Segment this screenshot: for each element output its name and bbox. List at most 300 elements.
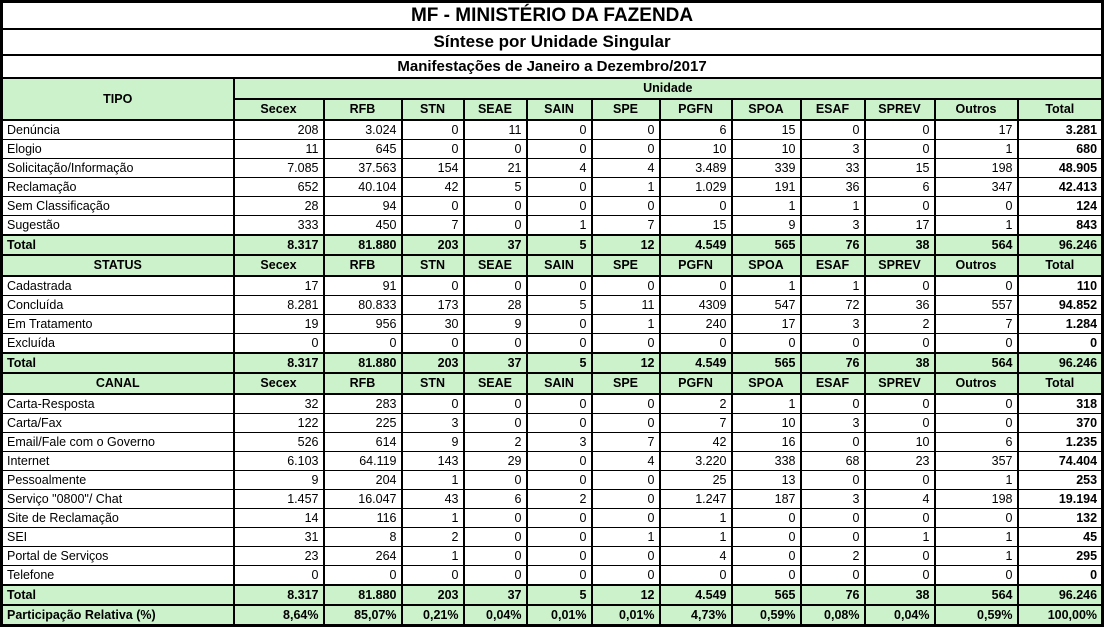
column-header-cell: STN bbox=[402, 99, 464, 120]
value-cell: 5 bbox=[464, 178, 527, 197]
value-cell: 0 bbox=[592, 566, 660, 586]
value-cell: 370 bbox=[1018, 414, 1103, 433]
value-cell: 0 bbox=[402, 140, 464, 159]
value-cell: 0 bbox=[865, 509, 935, 528]
column-header-cell: RFB bbox=[324, 373, 402, 394]
value-cell: 17 bbox=[865, 216, 935, 236]
data-row bbox=[2, 566, 1103, 586]
value-cell: 0 bbox=[324, 334, 402, 354]
value-cell: 116 bbox=[324, 509, 402, 528]
value-cell: 37.563 bbox=[324, 159, 402, 178]
value-cell: 0 bbox=[464, 197, 527, 216]
value-cell: 0 bbox=[801, 566, 865, 586]
column-header-cell: Secex bbox=[234, 255, 324, 276]
value-cell: 0 bbox=[865, 547, 935, 566]
value-cell: 3 bbox=[801, 216, 865, 236]
row-label-cell: Portal de Serviços bbox=[2, 547, 234, 566]
total-value-cell: 4.549 bbox=[660, 353, 732, 373]
total-value-cell: 564 bbox=[935, 585, 1018, 605]
value-cell: 4 bbox=[660, 547, 732, 566]
column-header-cell: RFB bbox=[324, 255, 402, 276]
value-cell: 28 bbox=[464, 296, 527, 315]
value-cell: 16.047 bbox=[324, 490, 402, 509]
data-row bbox=[2, 159, 1103, 178]
column-header-cell: SPREV bbox=[865, 255, 935, 276]
column-header-cell: RFB bbox=[324, 99, 402, 120]
value-cell: 0 bbox=[732, 334, 801, 354]
value-cell: 0 bbox=[402, 197, 464, 216]
total-value-cell: 4.549 bbox=[660, 235, 732, 255]
value-cell: 1 bbox=[592, 528, 660, 547]
value-cell: 6 bbox=[935, 433, 1018, 452]
data-row bbox=[2, 315, 1103, 334]
total-value-cell: 38 bbox=[865, 353, 935, 373]
value-cell: 122 bbox=[234, 414, 324, 433]
value-cell: 187 bbox=[732, 490, 801, 509]
value-cell: 36 bbox=[865, 296, 935, 315]
value-cell: 48.905 bbox=[1018, 159, 1103, 178]
data-row bbox=[2, 452, 1103, 471]
value-cell: 0 bbox=[527, 547, 592, 566]
value-cell: 557 bbox=[935, 296, 1018, 315]
data-row bbox=[2, 216, 1103, 236]
value-cell: 0 bbox=[865, 566, 935, 586]
data-row bbox=[2, 120, 1103, 140]
total-value-cell: 12 bbox=[592, 353, 660, 373]
value-cell: 7.085 bbox=[234, 159, 324, 178]
column-header-cell: SEAE bbox=[464, 255, 527, 276]
value-cell: 5 bbox=[527, 296, 592, 315]
column-header-cell: PGFN bbox=[660, 373, 732, 394]
value-cell: 204 bbox=[324, 471, 402, 490]
row-label-cell: SEI bbox=[2, 528, 234, 547]
column-header-cell: SPOA bbox=[732, 255, 801, 276]
value-cell: 0 bbox=[865, 394, 935, 414]
value-cell: 9 bbox=[464, 315, 527, 334]
total-value-cell: 37 bbox=[464, 585, 527, 605]
value-cell: 1 bbox=[801, 276, 865, 296]
column-header-cell: PGFN bbox=[660, 255, 732, 276]
value-cell: 30 bbox=[402, 315, 464, 334]
column-header-cell: STN bbox=[402, 255, 464, 276]
value-cell: 143 bbox=[402, 452, 464, 471]
value-cell: 2 bbox=[801, 547, 865, 566]
row-label-cell: Carta-Resposta bbox=[2, 394, 234, 414]
value-cell: 0 bbox=[1018, 334, 1103, 354]
total-value-cell: 4.549 bbox=[660, 585, 732, 605]
value-cell: 68 bbox=[801, 452, 865, 471]
value-cell: 0 bbox=[865, 197, 935, 216]
section-header-row bbox=[2, 373, 1103, 394]
total-row bbox=[2, 235, 1103, 255]
value-cell: 0 bbox=[527, 140, 592, 159]
total-value-cell: 81.880 bbox=[324, 235, 402, 255]
total-value-cell: 96.246 bbox=[1018, 585, 1103, 605]
data-row bbox=[2, 490, 1103, 509]
value-cell: 0 bbox=[865, 276, 935, 296]
column-header-cell: Outros bbox=[935, 373, 1018, 394]
value-cell: 42 bbox=[402, 178, 464, 197]
row-label-cell: Carta/Fax bbox=[2, 414, 234, 433]
row-label-cell: Reclamação bbox=[2, 178, 234, 197]
value-cell: 17 bbox=[732, 315, 801, 334]
total-value-cell: 12 bbox=[592, 235, 660, 255]
total-value-cell: 81.880 bbox=[324, 353, 402, 373]
value-cell: 0 bbox=[660, 566, 732, 586]
total-value-cell: 37 bbox=[464, 353, 527, 373]
value-cell: 8.281 bbox=[234, 296, 324, 315]
row-label-cell: Email/Fale com o Governo bbox=[2, 433, 234, 452]
data-row bbox=[2, 296, 1103, 315]
total-value-cell: 8.317 bbox=[234, 235, 324, 255]
value-cell: 1.029 bbox=[660, 178, 732, 197]
value-cell: 0 bbox=[935, 414, 1018, 433]
value-cell: 132 bbox=[1018, 509, 1103, 528]
value-cell: 1 bbox=[732, 197, 801, 216]
data-row bbox=[2, 509, 1103, 528]
value-cell: 0 bbox=[527, 276, 592, 296]
value-cell: 9 bbox=[732, 216, 801, 236]
value-cell: 208 bbox=[234, 120, 324, 140]
value-cell: 547 bbox=[732, 296, 801, 315]
value-cell: 4 bbox=[527, 159, 592, 178]
participation-label-cell: Participação Relativa (%) bbox=[2, 605, 234, 626]
data-row bbox=[2, 140, 1103, 159]
value-cell: 0 bbox=[592, 414, 660, 433]
value-cell: 42.413 bbox=[1018, 178, 1103, 197]
row-label-cell: Sugestão bbox=[2, 216, 234, 236]
value-cell: 1 bbox=[801, 197, 865, 216]
value-cell: 0 bbox=[935, 566, 1018, 586]
main-title: MF - MINISTÉRIO DA FAZENDA bbox=[2, 2, 1103, 30]
value-cell: 110 bbox=[1018, 276, 1103, 296]
value-cell: 0 bbox=[592, 140, 660, 159]
value-cell: 0 bbox=[801, 394, 865, 414]
value-cell: 1 bbox=[402, 547, 464, 566]
total-value-cell: 565 bbox=[732, 353, 801, 373]
value-cell: 1 bbox=[935, 547, 1018, 566]
value-cell: 3.220 bbox=[660, 452, 732, 471]
value-cell: 0 bbox=[801, 120, 865, 140]
column-header-cell: Secex bbox=[234, 99, 324, 120]
column-header-cell: Outros bbox=[935, 255, 1018, 276]
value-cell: 0 bbox=[527, 315, 592, 334]
column-header-cell: SPE bbox=[592, 255, 660, 276]
column-header-cell: Total bbox=[1018, 255, 1103, 276]
value-cell: 0 bbox=[464, 471, 527, 490]
value-cell: 124 bbox=[1018, 197, 1103, 216]
value-cell: 0 bbox=[801, 433, 865, 452]
value-cell: 0 bbox=[527, 414, 592, 433]
column-header-cell: Total bbox=[1018, 373, 1103, 394]
value-cell: 13 bbox=[732, 471, 801, 490]
participation-value-cell: 0,21% bbox=[402, 605, 464, 626]
total-value-cell: 76 bbox=[801, 235, 865, 255]
value-cell: 0 bbox=[660, 334, 732, 354]
value-cell: 0 bbox=[527, 394, 592, 414]
total-value-cell: 12 bbox=[592, 585, 660, 605]
participation-value-cell: 85,07% bbox=[324, 605, 402, 626]
value-cell: 36 bbox=[801, 178, 865, 197]
section-header-row bbox=[2, 255, 1103, 276]
total-value-cell: 5 bbox=[527, 585, 592, 605]
value-cell: 25 bbox=[660, 471, 732, 490]
period-title: Manifestações de Janeiro a Dezembro/2017 bbox=[2, 55, 1103, 78]
value-cell: 0 bbox=[464, 140, 527, 159]
value-cell: 2 bbox=[527, 490, 592, 509]
title-row-subtitle bbox=[2, 29, 1103, 55]
value-cell: 8 bbox=[324, 528, 402, 547]
total-value-cell: 76 bbox=[801, 585, 865, 605]
data-row bbox=[2, 414, 1103, 433]
value-cell: 191 bbox=[732, 178, 801, 197]
title-row-main bbox=[2, 2, 1103, 30]
value-cell: 680 bbox=[1018, 140, 1103, 159]
unit-band-row bbox=[2, 78, 1103, 99]
value-cell: 339 bbox=[732, 159, 801, 178]
tipo-header-cell: TIPO bbox=[2, 78, 234, 120]
value-cell: 0 bbox=[592, 197, 660, 216]
value-cell: 11 bbox=[234, 140, 324, 159]
value-cell: 1 bbox=[865, 528, 935, 547]
value-cell: 283 bbox=[324, 394, 402, 414]
value-cell: 4 bbox=[592, 452, 660, 471]
value-cell: 0 bbox=[935, 509, 1018, 528]
row-label-cell: Excluída bbox=[2, 334, 234, 354]
data-row bbox=[2, 528, 1103, 547]
value-cell: 1 bbox=[402, 471, 464, 490]
value-cell: 33 bbox=[801, 159, 865, 178]
title-row-period bbox=[2, 55, 1103, 78]
value-cell: 0 bbox=[592, 471, 660, 490]
total-value-cell: 203 bbox=[402, 353, 464, 373]
value-cell: 6 bbox=[464, 490, 527, 509]
value-cell: 15 bbox=[865, 159, 935, 178]
value-cell: 42 bbox=[660, 433, 732, 452]
data-row bbox=[2, 334, 1103, 354]
value-cell: 29 bbox=[464, 452, 527, 471]
value-cell: 0 bbox=[527, 566, 592, 586]
value-cell: 1 bbox=[527, 216, 592, 236]
value-cell: 16 bbox=[732, 433, 801, 452]
value-cell: 2 bbox=[865, 315, 935, 334]
column-header-cell: PGFN bbox=[660, 99, 732, 120]
value-cell: 1 bbox=[402, 509, 464, 528]
value-cell: 0 bbox=[402, 334, 464, 354]
value-cell: 0 bbox=[234, 566, 324, 586]
value-cell: 295 bbox=[1018, 547, 1103, 566]
value-cell: 0 bbox=[527, 197, 592, 216]
total-value-cell: 96.246 bbox=[1018, 353, 1103, 373]
row-label-cell: Solicitação/Informação bbox=[2, 159, 234, 178]
value-cell: 450 bbox=[324, 216, 402, 236]
value-cell: 347 bbox=[935, 178, 1018, 197]
value-cell: 72 bbox=[801, 296, 865, 315]
total-value-cell: 203 bbox=[402, 235, 464, 255]
value-cell: 0 bbox=[592, 120, 660, 140]
value-cell: 0 bbox=[324, 566, 402, 586]
value-cell: 0 bbox=[234, 334, 324, 354]
row-label-cell: Elogio bbox=[2, 140, 234, 159]
column-header-cell: SPREV bbox=[865, 99, 935, 120]
value-cell: 526 bbox=[234, 433, 324, 452]
participation-value-cell: 100,00% bbox=[1018, 605, 1103, 626]
value-cell: 333 bbox=[234, 216, 324, 236]
value-cell: 11 bbox=[592, 296, 660, 315]
column-header-cell: SEAE bbox=[464, 99, 527, 120]
value-cell: 9 bbox=[402, 433, 464, 452]
value-cell: 198 bbox=[935, 159, 1018, 178]
value-cell: 154 bbox=[402, 159, 464, 178]
data-row bbox=[2, 197, 1103, 216]
value-cell: 17 bbox=[234, 276, 324, 296]
value-cell: 0 bbox=[464, 528, 527, 547]
row-label-cell: Concluída bbox=[2, 296, 234, 315]
column-header-cell: SPREV bbox=[865, 373, 935, 394]
participation-value-cell: 0,08% bbox=[801, 605, 865, 626]
report-table-body bbox=[2, 2, 1103, 626]
total-label-cell: Total bbox=[2, 353, 234, 373]
participation-value-cell: 0,59% bbox=[732, 605, 801, 626]
value-cell: 0 bbox=[732, 566, 801, 586]
value-cell: 1 bbox=[935, 528, 1018, 547]
value-cell: 14 bbox=[234, 509, 324, 528]
value-cell: 7 bbox=[402, 216, 464, 236]
value-cell: 0 bbox=[935, 197, 1018, 216]
data-row bbox=[2, 547, 1103, 566]
column-header-cell: ESAF bbox=[801, 255, 865, 276]
value-cell: 1.284 bbox=[1018, 315, 1103, 334]
value-cell: 0 bbox=[801, 509, 865, 528]
column-header-cell: SPOA bbox=[732, 99, 801, 120]
value-cell: 3 bbox=[801, 315, 865, 334]
total-value-cell: 38 bbox=[865, 585, 935, 605]
value-cell: 338 bbox=[732, 452, 801, 471]
participation-value-cell: 4,73% bbox=[660, 605, 732, 626]
row-label-cell: Telefone bbox=[2, 566, 234, 586]
value-cell: 0 bbox=[464, 566, 527, 586]
value-cell: 0 bbox=[527, 471, 592, 490]
value-cell: 91 bbox=[324, 276, 402, 296]
participation-value-cell: 8,64% bbox=[234, 605, 324, 626]
value-cell: 6 bbox=[865, 178, 935, 197]
column-header-cell: SPE bbox=[592, 373, 660, 394]
value-cell: 1 bbox=[660, 528, 732, 547]
value-cell: 94 bbox=[324, 197, 402, 216]
value-cell: 0 bbox=[527, 528, 592, 547]
value-cell: 264 bbox=[324, 547, 402, 566]
column-header-cell: Total bbox=[1018, 99, 1103, 120]
total-value-cell: 203 bbox=[402, 585, 464, 605]
value-cell: 0 bbox=[402, 566, 464, 586]
column-header-cell: SAIN bbox=[527, 373, 592, 394]
value-cell: 3 bbox=[801, 414, 865, 433]
value-cell: 6 bbox=[660, 120, 732, 140]
value-cell: 7 bbox=[592, 433, 660, 452]
value-cell: 23 bbox=[865, 452, 935, 471]
total-value-cell: 564 bbox=[935, 353, 1018, 373]
value-cell: 0 bbox=[865, 414, 935, 433]
data-row bbox=[2, 178, 1103, 197]
value-cell: 4309 bbox=[660, 296, 732, 315]
value-cell: 0 bbox=[732, 547, 801, 566]
value-cell: 0 bbox=[592, 394, 660, 414]
value-cell: 3 bbox=[801, 140, 865, 159]
value-cell: 31 bbox=[234, 528, 324, 547]
total-value-cell: 5 bbox=[527, 235, 592, 255]
value-cell: 357 bbox=[935, 452, 1018, 471]
value-cell: 3.024 bbox=[324, 120, 402, 140]
value-cell: 0 bbox=[527, 120, 592, 140]
total-value-cell: 8.317 bbox=[234, 585, 324, 605]
value-cell: 1 bbox=[732, 276, 801, 296]
value-cell: 9 bbox=[234, 471, 324, 490]
value-cell: 1 bbox=[592, 315, 660, 334]
value-cell: 1.247 bbox=[660, 490, 732, 509]
value-cell: 0 bbox=[592, 276, 660, 296]
value-cell: 3.489 bbox=[660, 159, 732, 178]
value-cell: 0 bbox=[660, 276, 732, 296]
participation-value-cell: 0,01% bbox=[527, 605, 592, 626]
total-value-cell: 96.246 bbox=[1018, 235, 1103, 255]
section-label-cell: STATUS bbox=[2, 255, 234, 276]
row-label-cell: Em Tratamento bbox=[2, 315, 234, 334]
value-cell: 225 bbox=[324, 414, 402, 433]
value-cell: 2 bbox=[660, 394, 732, 414]
value-cell: 173 bbox=[402, 296, 464, 315]
row-label-cell: Denúncia bbox=[2, 120, 234, 140]
value-cell: 0 bbox=[464, 394, 527, 414]
value-cell: 74.404 bbox=[1018, 452, 1103, 471]
value-cell: 0 bbox=[732, 509, 801, 528]
column-header-cell: STN bbox=[402, 373, 464, 394]
total-value-cell: 8.317 bbox=[234, 353, 324, 373]
value-cell: 11 bbox=[464, 120, 527, 140]
value-cell: 10 bbox=[660, 140, 732, 159]
value-cell: 0 bbox=[801, 334, 865, 354]
value-cell: 43 bbox=[402, 490, 464, 509]
value-cell: 7 bbox=[660, 414, 732, 433]
value-cell: 2 bbox=[464, 433, 527, 452]
total-value-cell: 5 bbox=[527, 353, 592, 373]
value-cell: 0 bbox=[527, 452, 592, 471]
value-cell: 1 bbox=[935, 471, 1018, 490]
value-cell: 0 bbox=[402, 394, 464, 414]
value-cell: 0 bbox=[402, 276, 464, 296]
value-cell: 3 bbox=[801, 490, 865, 509]
data-row bbox=[2, 276, 1103, 296]
value-cell: 0 bbox=[464, 547, 527, 566]
value-cell: 0 bbox=[464, 334, 527, 354]
column-header-cell: SEAE bbox=[464, 373, 527, 394]
total-row bbox=[2, 353, 1103, 373]
value-cell: 1 bbox=[935, 140, 1018, 159]
value-cell: 7 bbox=[935, 315, 1018, 334]
value-cell: 4 bbox=[865, 490, 935, 509]
value-cell: 614 bbox=[324, 433, 402, 452]
value-cell: 0 bbox=[527, 509, 592, 528]
value-cell: 0 bbox=[464, 276, 527, 296]
value-cell: 0 bbox=[935, 276, 1018, 296]
value-cell: 1 bbox=[935, 216, 1018, 236]
column-header-cell: Secex bbox=[234, 373, 324, 394]
value-cell: 40.104 bbox=[324, 178, 402, 197]
value-cell: 10 bbox=[732, 414, 801, 433]
value-cell: 3 bbox=[527, 433, 592, 452]
value-cell: 4 bbox=[592, 159, 660, 178]
column-header-cell: SAIN bbox=[527, 255, 592, 276]
value-cell: 21 bbox=[464, 159, 527, 178]
